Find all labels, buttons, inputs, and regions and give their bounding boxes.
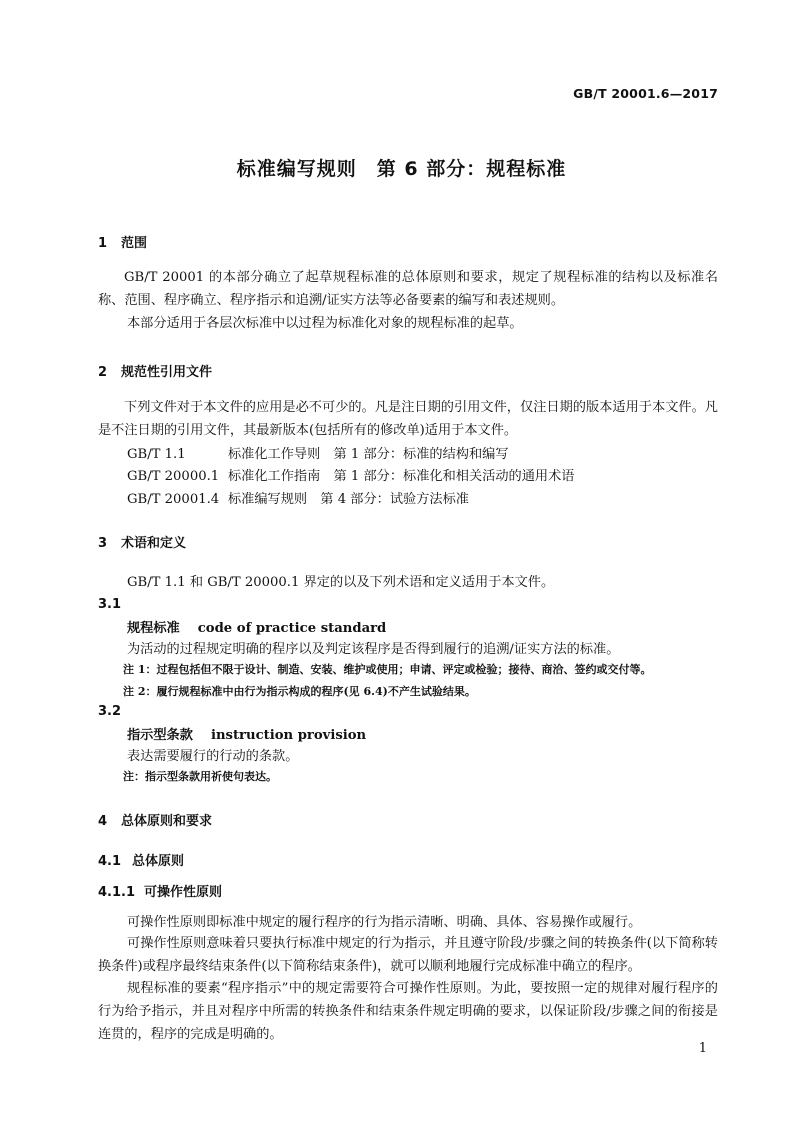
section-title: 规范性引用文件 [121,365,213,380]
term-note: 注：指示型条款用祈使句表达。 [123,770,277,783]
term-definition: 表达需要履行的行动的条款。 [127,749,299,764]
subsection-4-1-1-heading [98,881,222,900]
section-2-heading [98,361,212,380]
scope-paragraph-2: 本部分适用于各层次标准中以过程为标准化对象的规程标准的起草。 [127,316,523,331]
section-title: 可操作性原则 [144,885,223,900]
reference-code: GB/T 1.1 [127,447,186,462]
section-title: 术语和定义 [121,536,187,551]
principle-paragraph-3: 规程标准的要素“程序指示”中的规定需要符合可操作性原则。为此，要按照一定的规律对履行程序的行为给予指示，并且对程序中所需的转换条件和结束条件规定明确的要求，以保证阶段/步骤之间的衔接是连贯的，程序的完成是明确的。 [98,981,718,1042]
term-name-en: instruction provision [210,728,367,743]
section-number: 3 [98,536,108,551]
term-note: 注 1：过程包括但不限于设计、制造、安装、维护或使用；申请、评定或检验；接待、商洽、签约或交付等。 [123,663,652,676]
term-number: 3.1 [98,597,122,612]
subsection-4-1-heading [98,850,184,869]
document-title: 标准编写规则 第 6 部分：规程标准 [236,158,567,180]
reference-title: 标准化工作导则 第 1 部分：标准的结构和编写 [228,447,509,462]
section-3-heading [98,532,186,551]
section-1-heading [98,232,147,251]
page-number: 1 [698,1041,707,1056]
reference-item [127,465,574,484]
reference-code: GB/T 20001.4 [127,492,220,507]
reference-item [127,443,509,462]
section-number: 4.1.1 [98,885,136,900]
term-name-cn: 指示型条款 [127,728,193,743]
term-name [127,724,366,743]
section-title: 范围 [121,236,148,251]
reference-title: 标准编写规则 第 4 部分：试验方法标准 [228,492,469,507]
term-name-cn: 规程标准 [127,621,180,636]
terms-intro: GB/T 1.1 和 GB/T 20000.1 界定的以及下列术语和定义适用于本文件。 [127,575,555,590]
references-intro: 下列文件对于本文件的应用是必不可少的。凡是注日期的引用文件，仅注日期的版本适用于本文件。凡是不注日期的引用文件，其最新版本(包括所有的修改单)适用于本文件。 [98,400,718,438]
standard-code: GB/T 20001.6—2017 [573,86,718,101]
section-4-heading [98,810,212,829]
term-definition: 为活动的过程规定明确的程序以及判定该程序是否得到履行的追溯/证实方法的标准。 [127,642,620,657]
section-number: 1 [98,236,108,251]
section-number: 4 [98,814,108,829]
principle-paragraph-1: 可操作性原则即标准中规定的履行程序的行为指示清晰、明确、具体、容易操作或履行。 [127,915,642,930]
section-number: 4.1 [98,854,122,869]
section-title: 总体原则和要求 [121,814,213,829]
term-number: 3.2 [98,704,122,719]
principle-paragraph-2: 可操作性原则意味着只要执行标准中规定的行为指示，并且遵守阶段/步骤之间的转换条件(以下简称转换条件)或程序最终结束条件(以下简称结束条件)，就可以顺利地履行完成标准中确立的程序。 [98,936,718,974]
section-number: 2 [98,365,108,380]
scope-paragraph-1: GB/T 20001 的本部分确立了起草规程标准的总体原则和要求，规定了规程标准的结构以及标准名称、范围、程序确立、程序指示和追溯/证实方法等必备要素的编写和表述规则。 [98,270,718,308]
section-title: 总体原则 [132,854,185,869]
term-name [127,617,386,636]
reference-code: GB/T 20000.1 [127,469,220,484]
term-name-en: code of practice standard [197,621,387,636]
term-note: 注 2：履行规程标准中由行为指示构成的程序(见 6.4)不产生试验结果。 [123,685,476,698]
reference-item [127,488,469,507]
reference-title: 标准化工作指南 第 1 部分：标准化和相关活动的通用术语 [228,469,575,484]
